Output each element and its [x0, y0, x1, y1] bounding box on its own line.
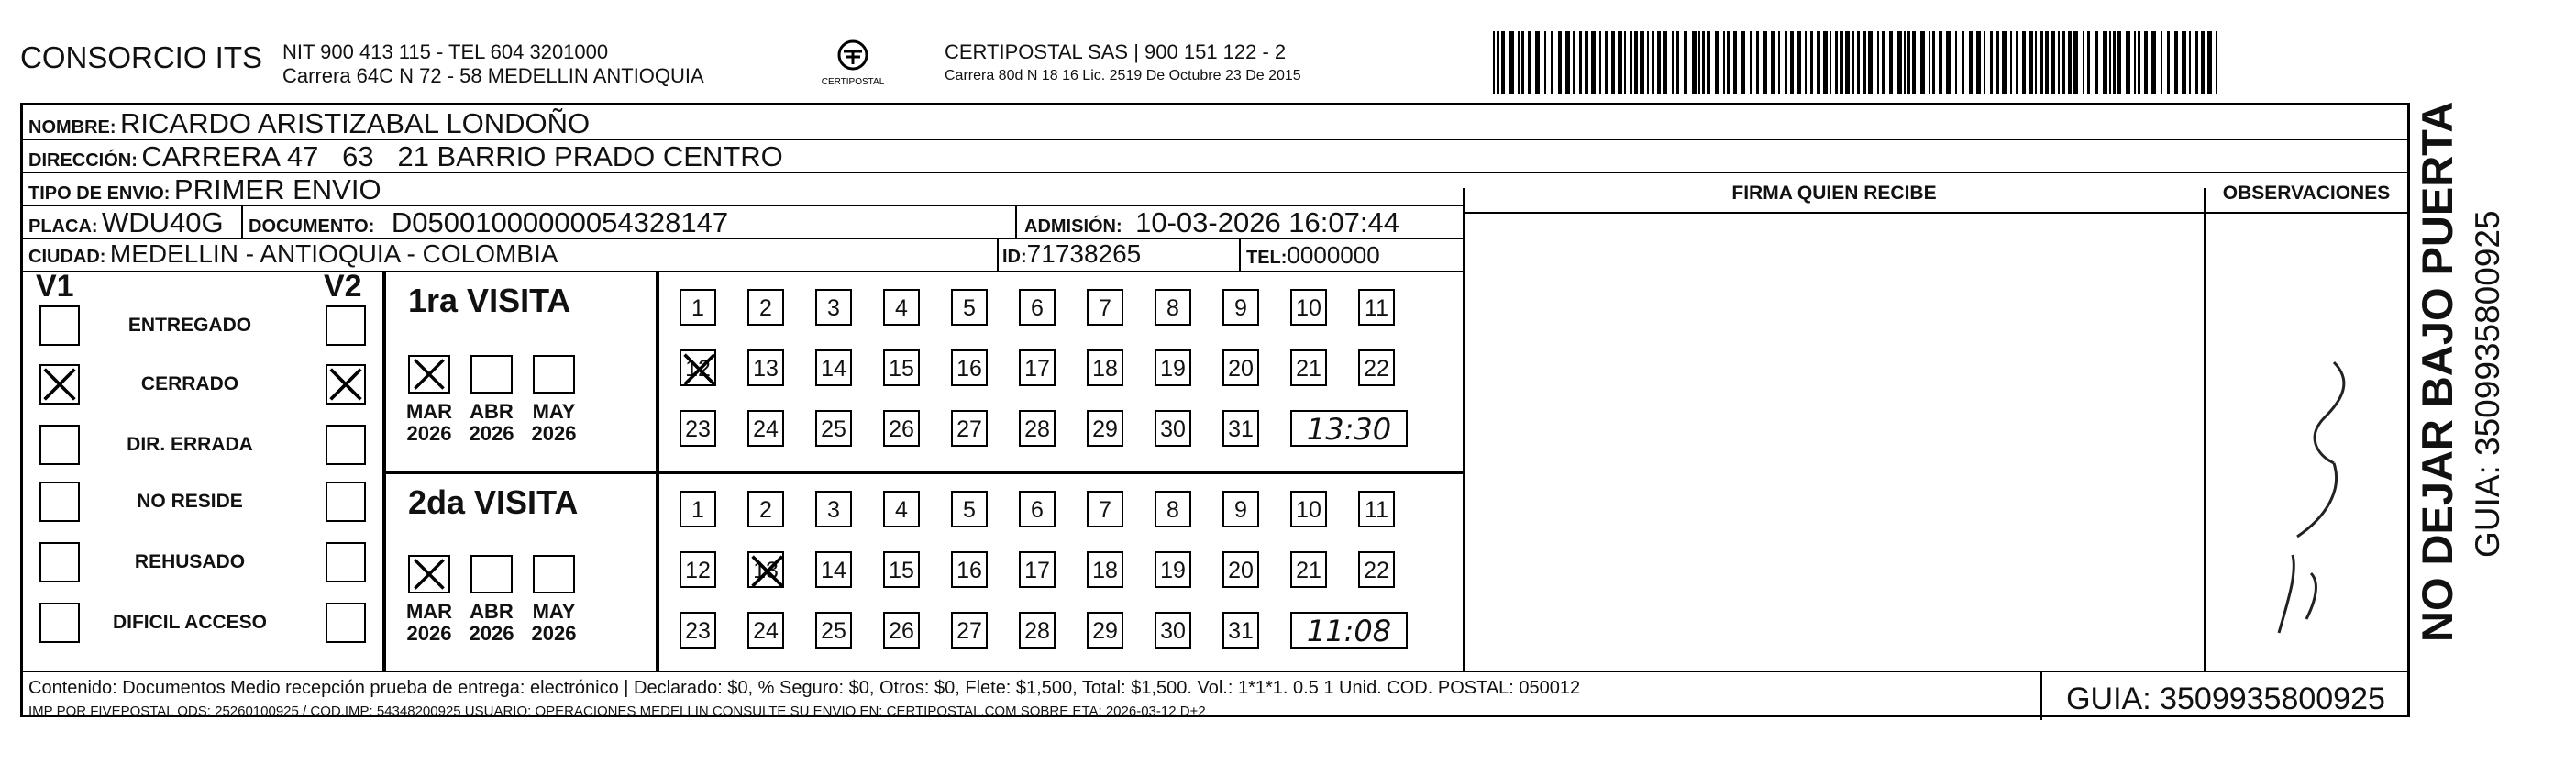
- day-box[interactable]: 17: [1019, 551, 1056, 588]
- barcode-bar: [2058, 31, 2060, 94]
- v1-checkbox[interactable]: [39, 425, 80, 465]
- day-box[interactable]: 10: [1290, 289, 1327, 326]
- barcode-bar: [2083, 31, 2084, 94]
- barcode-bar: [2113, 31, 2116, 94]
- barcode-bar: [1676, 31, 1679, 94]
- direccion-label: DIRECCIÓN:: [28, 150, 138, 171]
- barcode-bar: [2016, 31, 2018, 94]
- day-box[interactable]: 4: [883, 491, 920, 527]
- barcode-bar: [1535, 31, 1540, 94]
- time-box[interactable]: [1290, 612, 1408, 649]
- barcode-bar: [2051, 31, 2055, 94]
- barcode-bar: [1741, 31, 1745, 94]
- barcode-bar: [2144, 31, 2148, 94]
- day-box[interactable]: 12: [680, 349, 716, 386]
- barcode-bar: [1640, 31, 1644, 94]
- day-box[interactable]: 28: [1019, 410, 1056, 447]
- barcode-bar: [2161, 31, 2162, 94]
- day-box[interactable]: 24: [747, 612, 784, 649]
- day-box[interactable]: 30: [1155, 410, 1191, 447]
- barcode-bar: [1579, 31, 1582, 94]
- barcode-bar: [1585, 31, 1588, 94]
- nombre-label: NOMBRE:: [28, 117, 116, 138]
- barcode-bar: [1976, 31, 1981, 94]
- visit2-title: 2da VISITA: [408, 483, 579, 521]
- barcode-bar: [2201, 31, 2205, 94]
- barcode-bar: [1840, 31, 1843, 94]
- id-label: ID:: [1002, 247, 1027, 267]
- barcode-bar: [1797, 31, 1801, 94]
- day-box[interactable]: 22: [1358, 551, 1395, 588]
- barcode-bar: [1889, 31, 1893, 94]
- cell-divider: [997, 238, 999, 271]
- day-box[interactable]: 8: [1155, 491, 1191, 527]
- month-checkbox[interactable]: [533, 355, 575, 394]
- barcode-bar: [1727, 31, 1730, 94]
- barcode-bar: [1969, 31, 1973, 94]
- v1-checkbox[interactable]: [39, 542, 80, 582]
- barcode-bar: [1663, 31, 1667, 94]
- shipping-form: [20, 103, 2410, 717]
- barcode-bar: [1863, 31, 1866, 94]
- day-box[interactable]: 9: [1222, 289, 1259, 326]
- barcode-bar: [1778, 31, 1780, 94]
- day-box[interactable]: 23: [680, 612, 716, 649]
- status-label: DIR. ERRADA: [127, 434, 253, 455]
- barcode-bar: [1551, 31, 1553, 94]
- month-label: MAY 2026: [531, 400, 577, 445]
- v2-checkbox[interactable]: [326, 425, 366, 465]
- barcode-bar: [2216, 31, 2217, 94]
- handwritten-signature: [2242, 344, 2380, 647]
- day-box[interactable]: 15: [883, 349, 920, 386]
- footer-content: Contenido: Documentos Medio recepción prueba de entrega: electrónico | Declarado: $0, % Seguro: $0, Otros: $0, Flete: $1,500, Total: $1,500. Vol.: 1*1*1. 0.5 1 Unid. COD. POSTAL: 050012: [28, 678, 1581, 698]
- barcode-bar: [1868, 31, 1873, 94]
- day-box[interactable]: 29: [1087, 410, 1123, 447]
- month-checkbox[interactable]: [470, 555, 513, 593]
- barcode-bar: [1684, 31, 1687, 94]
- barcode-bar: [2134, 31, 2136, 94]
- footer-col-divider: [2040, 671, 2042, 720]
- company-address: Carrera 64C N 72 - 58 MEDELLIN ANTIOQUIA: [282, 64, 704, 87]
- barcode-bar: [1698, 31, 1700, 94]
- barcode-bar: [1591, 31, 1596, 94]
- day-box[interactable]: 21: [1290, 349, 1327, 386]
- tipo-value: PRIMER ENVIO: [173, 173, 381, 205]
- day-box[interactable]: 10: [1290, 491, 1327, 527]
- day-box[interactable]: 22: [1358, 349, 1395, 386]
- barcode-bar: [1955, 31, 1957, 94]
- day-box[interactable]: 16: [951, 551, 988, 588]
- carrier-license: Carrera 80d N 18 16 Lic. 2519 De Octubre 23 De 2015: [945, 68, 1301, 83]
- barcode-bar: [2126, 31, 2130, 94]
- barcode-bar: [1509, 31, 1514, 94]
- day-box[interactable]: 6: [1019, 289, 1056, 326]
- status-label: REHUSADO: [134, 551, 246, 572]
- day-box[interactable]: 1: [680, 491, 716, 527]
- day-box[interactable]: 24: [747, 410, 784, 447]
- day-box[interactable]: 25: [815, 612, 852, 649]
- row-divider: [23, 271, 1463, 272]
- v2-checkbox[interactable]: [326, 603, 366, 643]
- day-box[interactable]: 18: [1087, 349, 1123, 386]
- day-box[interactable]: 5: [951, 491, 988, 527]
- footer-print-info: IMP POR FIVEPOSTAL ODS: 25260100925 / COD.IMP: 54348200925 USUARIO: OPERACIONES MEDELLIN CONSULTE SU ENVIO EN: CERTIPOSTAL.COM SOBRE ETA: 2026-03-12 D+2: [28, 704, 1206, 719]
- admision-value: 10-03-2026 16:07:44: [1135, 206, 1399, 238]
- barcode-bar: [2040, 31, 2043, 94]
- month-checkbox[interactable]: [470, 355, 513, 394]
- carrier-info: [945, 40, 1301, 88]
- nit-line: NIT 900 413 115 - TEL 604 3201000: [282, 40, 609, 63]
- barcode: [1493, 31, 2227, 94]
- ciudad-cell: [28, 239, 558, 269]
- observaciones-header: OBSERVACIONES: [2222, 183, 2391, 204]
- day-box[interactable]: 26: [883, 410, 920, 447]
- barcode-bar: [1723, 31, 1725, 94]
- status-label: DIFICIL ACCESO: [112, 612, 267, 633]
- day-box[interactable]: 9: [1222, 491, 1259, 527]
- barcode-bar: [1647, 31, 1649, 94]
- barcode-bar: [1763, 31, 1767, 94]
- placa-cell: [28, 206, 224, 239]
- barcode-bar: [1852, 31, 1854, 94]
- month-label: MAY 2026: [531, 600, 577, 645]
- placa-label: PLACA:: [28, 216, 98, 237]
- barcode-bar: [2174, 31, 2178, 94]
- day-box[interactable]: 4: [883, 289, 920, 326]
- barcode-bar: [1939, 31, 1942, 94]
- barcode-bar: [2068, 31, 2072, 94]
- tel-label: TEL:: [1246, 248, 1288, 268]
- day-box[interactable]: 25: [815, 410, 852, 447]
- barcode-bar: [1521, 31, 1524, 94]
- barcode-bar: [2182, 31, 2186, 94]
- day-box[interactable]: 11: [1358, 289, 1395, 326]
- barcode-bar: [1733, 31, 1737, 94]
- barcode-bar: [2151, 31, 2156, 94]
- day-box[interactable]: 28: [1019, 612, 1056, 649]
- barcode-bar: [2103, 31, 2107, 94]
- barcode-bar: [1750, 31, 1752, 94]
- barcode-bar: [1573, 31, 1575, 94]
- day-box[interactable]: 18: [1087, 551, 1123, 588]
- day-box[interactable]: 19: [1155, 349, 1191, 386]
- side-guia: GUIA: 3509935800925: [2469, 210, 2506, 558]
- placa-value: WDU40G: [102, 206, 224, 238]
- barcode-bar: [1845, 31, 1850, 94]
- footer-guia: GUIA: 3509935800925: [2066, 682, 2385, 716]
- barcode-bar: [1790, 31, 1794, 94]
- certipostal-logo: [816, 37, 890, 94]
- barcode-bar: [2095, 31, 2098, 94]
- documento-label: DOCUMENTO:: [249, 216, 375, 237]
- day-box[interactable]: 13: [747, 349, 784, 386]
- cell-divider: [1239, 238, 1241, 271]
- day-box[interactable]: 31: [1222, 612, 1259, 649]
- day-box[interactable]: 1: [680, 289, 716, 326]
- day-box[interactable]: 3: [815, 491, 852, 527]
- barcode-bar: [1599, 31, 1601, 94]
- day-box[interactable]: 11: [1358, 491, 1395, 527]
- barcode-bar: [2062, 31, 2065, 94]
- barcode-bar: [1785, 31, 1787, 94]
- time-box[interactable]: [1290, 410, 1408, 447]
- day-box[interactable]: 8: [1155, 289, 1191, 326]
- day-box[interactable]: 20: [1222, 551, 1259, 588]
- day-box[interactable]: 31: [1222, 410, 1259, 447]
- barcode-bar: [2117, 31, 2121, 94]
- no-dejar-warning: NO DEJAR BAJO PUERTA: [2413, 101, 2461, 642]
- documento-value: D05001000000054328147: [391, 206, 729, 238]
- barcode-bar: [1830, 31, 1831, 94]
- barcode-bar: [1805, 31, 1807, 94]
- day-box[interactable]: 27: [951, 612, 988, 649]
- visit-separator: [386, 471, 1463, 474]
- barcode-bar: [1707, 31, 1710, 94]
- barcode-bar: [1672, 31, 1674, 94]
- nombre-row: [28, 107, 590, 140]
- barcode-bar: [1990, 31, 1993, 94]
- barcode-bar: [1984, 31, 1985, 94]
- v1-checkbox[interactable]: [39, 482, 80, 522]
- day-box[interactable]: 13: [747, 551, 784, 588]
- barcode-bar: [2035, 31, 2037, 94]
- barcode-bar: [1544, 31, 1546, 94]
- barcode-bar: [2045, 31, 2049, 94]
- barcode-bar: [1996, 31, 1999, 94]
- admision-cell: [1024, 206, 1399, 239]
- barcode-bar: [1652, 31, 1654, 94]
- barcode-bar: [2087, 31, 2090, 94]
- day-box[interactable]: 6: [1019, 491, 1056, 527]
- barcode-bar: [2010, 31, 2012, 94]
- month-label: MAR 2026: [405, 600, 453, 645]
- barcode-bar: [2195, 31, 2198, 94]
- v1-checkbox[interactable]: [39, 305, 80, 346]
- barcode-bar: [1605, 31, 1608, 94]
- day-box[interactable]: 2: [747, 491, 784, 527]
- day-box[interactable]: 29: [1087, 612, 1123, 649]
- barcode-bar: [1611, 31, 1615, 94]
- v1-checkbox[interactable]: [39, 364, 80, 405]
- barcode-bar: [1692, 31, 1697, 94]
- month-checkbox[interactable]: [408, 355, 450, 394]
- barcode-bar: [1835, 31, 1838, 94]
- day-box[interactable]: 7: [1087, 491, 1123, 527]
- day-box[interactable]: 14: [815, 551, 852, 588]
- barcode-bar: [1823, 31, 1828, 94]
- barcode-bar: [1771, 31, 1775, 94]
- col-divider: [2204, 188, 2206, 671]
- visit1-title: 1ra VISITA: [408, 282, 571, 319]
- barcode-bar: [2189, 31, 2191, 94]
- barcode-bar: [1810, 31, 1813, 94]
- day-box[interactable]: 16: [951, 349, 988, 386]
- barcode-bar: [1493, 31, 1495, 94]
- tipo-row: [28, 173, 381, 206]
- barcode-bar: [1962, 31, 1964, 94]
- barcode-bar: [1756, 31, 1759, 94]
- direccion-row: [28, 140, 783, 173]
- company-name: CONSORCIO ITS: [20, 40, 263, 74]
- barcode-bar: [1618, 31, 1622, 94]
- month-label: MAR 2026: [405, 400, 453, 445]
- day-box[interactable]: 20: [1222, 349, 1259, 386]
- v2-checkbox[interactable]: [326, 542, 366, 582]
- day-box[interactable]: 27: [951, 410, 988, 447]
- barcode-bar: [2138, 31, 2140, 94]
- handwritten-time: 13:30: [1306, 412, 1392, 447]
- day-box[interactable]: 17: [1019, 349, 1056, 386]
- ciudad-label: CIUDAD:: [28, 247, 106, 267]
- logo-caption: CERTIPOSTAL: [821, 77, 885, 87]
- day-box[interactable]: 21: [1290, 551, 1327, 588]
- barcode-bar: [1558, 31, 1562, 94]
- day-box[interactable]: 5: [951, 289, 988, 326]
- day-box[interactable]: 3: [815, 289, 852, 326]
- col-divider: [1463, 188, 1465, 671]
- barcode-bar: [1518, 31, 1520, 94]
- barcode-bar: [1912, 31, 1916, 94]
- footer-divider: [23, 671, 2407, 672]
- day-box[interactable]: 14: [815, 349, 852, 386]
- day-box[interactable]: 30: [1155, 612, 1191, 649]
- documento-cell: [249, 206, 728, 239]
- carrier-line: CERTIPOSTAL SAS | 900 151 122 - 2: [945, 40, 1287, 63]
- admision-label: ADMISIÓN:: [1024, 216, 1122, 237]
- tel-cell: [1246, 241, 1380, 270]
- barcode-bar: [1929, 31, 1930, 94]
- row-divider: [1463, 212, 2407, 214]
- day-box[interactable]: 2: [747, 289, 784, 326]
- barcode-bar: [1920, 31, 1925, 94]
- company-info: [282, 40, 704, 88]
- v1-checkbox[interactable]: [39, 603, 80, 643]
- v2-checkbox[interactable]: [326, 482, 366, 522]
- barcode-bar: [1501, 31, 1505, 94]
- id-value: 71738265: [1026, 239, 1142, 268]
- barcode-bar: [1877, 31, 1879, 94]
- barcode-bar: [1634, 31, 1638, 94]
- status-label: ENTREGADO: [127, 315, 252, 336]
- status-label: CERRADO: [140, 373, 239, 394]
- barcode-bar: [2073, 31, 2078, 94]
- ciudad-value: MEDELLIN - ANTIOQUIA - COLOMBIA: [109, 239, 558, 268]
- barcode-bar: [2002, 31, 2007, 94]
- day-box[interactable]: 19: [1155, 551, 1191, 588]
- cell-divider: [1015, 205, 1017, 238]
- month-label: ABR 2026: [469, 400, 514, 445]
- barcode-bar: [2109, 31, 2111, 94]
- month-checkbox[interactable]: [408, 555, 450, 593]
- status-label: NO RESIDE: [137, 491, 243, 512]
- barcode-bar: [1904, 31, 1906, 94]
- barcode-bar: [1932, 31, 1935, 94]
- v2-checkbox[interactable]: [326, 364, 366, 405]
- barcode-bar: [2029, 31, 2033, 94]
- day-box[interactable]: 15: [883, 551, 920, 588]
- tel-value: 0000000: [1287, 241, 1380, 269]
- barcode-bar: [2167, 31, 2170, 94]
- day-box[interactable]: 7: [1087, 289, 1123, 326]
- month-label: ABR 2026: [469, 600, 514, 645]
- barcode-bar: [1715, 31, 1719, 94]
- nombre-value: RICARDO ARISTIZABAL LONDOÑO: [120, 107, 591, 139]
- barcode-bar: [1624, 31, 1626, 94]
- firma-header: FIRMA QUIEN RECIBE: [1731, 183, 1937, 204]
- barcode-bar: [1702, 31, 1705, 94]
- barcode-bar: [1882, 31, 1885, 94]
- barcode-bar: [1497, 31, 1499, 94]
- day-box[interactable]: 26: [883, 612, 920, 649]
- v1-header: V1: [36, 269, 74, 304]
- id-cell: [1002, 239, 1141, 269]
- v2-header: V2: [324, 269, 362, 304]
- direccion-value: CARRERA 47 63 21 BARRIO PRADO CENTRO: [141, 140, 783, 172]
- barcode-bar: [2207, 31, 2212, 94]
- barcode-bar: [1565, 31, 1570, 94]
- barcode-bar: [1817, 31, 1820, 94]
- barcode-bar: [1657, 31, 1661, 94]
- tipo-label: TIPO DE ENVIO:: [28, 183, 171, 204]
- barcode-bar: [1528, 31, 1531, 94]
- barcode-bar: [1946, 31, 1951, 94]
- cell-divider: [241, 205, 243, 238]
- day-box[interactable]: 23: [680, 410, 716, 447]
- handwritten-time: 11:08: [1306, 614, 1392, 649]
- day-box[interactable]: 12: [680, 551, 716, 588]
- barcode-bar: [2022, 31, 2026, 94]
- barcode-bar: [1897, 31, 1902, 94]
- barcode-bar: [1907, 31, 1910, 94]
- barcode-bar: [1857, 31, 1860, 94]
- month-checkbox[interactable]: [533, 555, 575, 593]
- barcode-bar: [1630, 31, 1632, 94]
- v2-checkbox[interactable]: [326, 305, 366, 346]
